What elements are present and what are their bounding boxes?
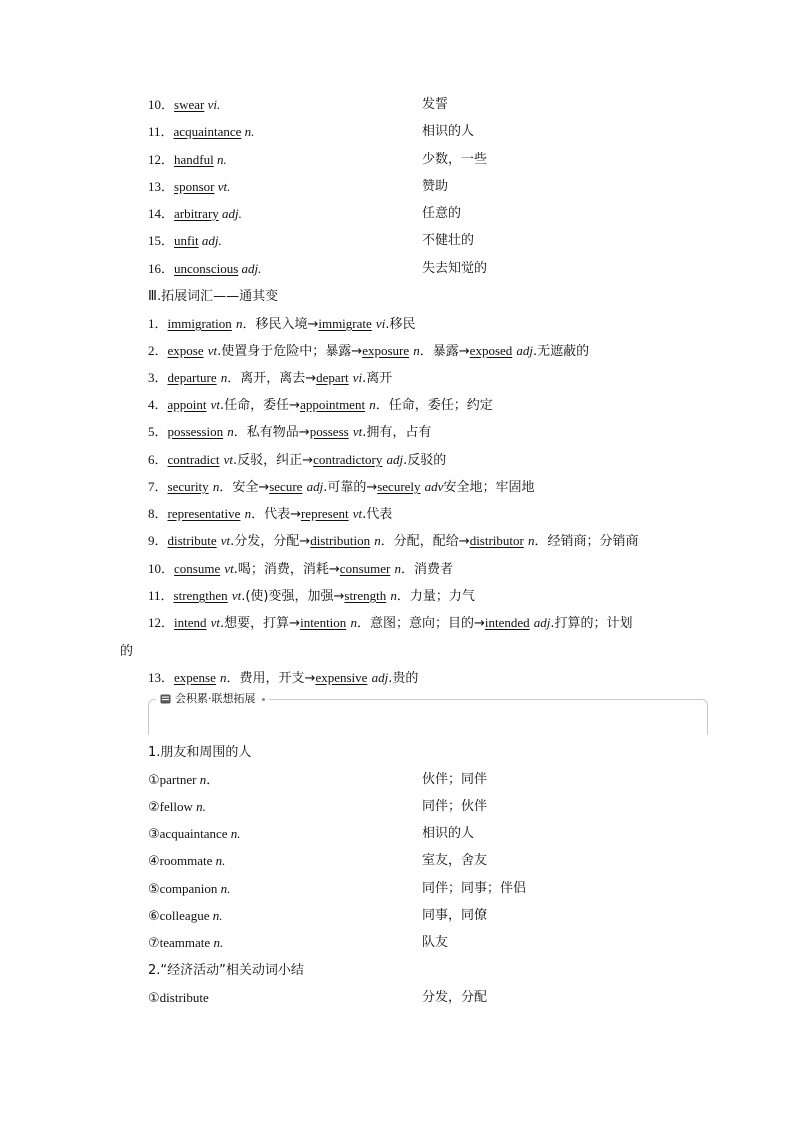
gloss: .分发，分配→ [230, 534, 311, 549]
part-of-speech: vt [210, 615, 221, 630]
part-of-speech: n [212, 479, 220, 494]
vocab-number: 10． [148, 97, 175, 112]
part-of-speech: adj [306, 479, 324, 494]
headword: security [167, 479, 209, 494]
item-marker: ③ [148, 827, 160, 842]
vocab-pos: adj. [201, 233, 222, 248]
group-item [148, 826, 241, 843]
item-pos: n. [230, 826, 241, 841]
vocab-meaning: 不健壮的 [422, 233, 475, 248]
gloss: ．消费者 [400, 562, 453, 577]
row-number: 13． [148, 670, 175, 685]
part-of-speech: vt [207, 343, 218, 358]
extended-vocab-row [148, 588, 475, 605]
headword: possess [309, 424, 349, 439]
extended-vocab-row [148, 424, 431, 441]
headword: secure [269, 479, 303, 494]
extended-vocab-row [148, 316, 415, 333]
part-of-speech: vt [223, 452, 234, 467]
vocab-word: arbitrary [174, 206, 219, 221]
part-of-speech: adj [386, 452, 404, 467]
part-of-speech: adj [533, 615, 551, 630]
extended-vocab-row [148, 533, 639, 550]
item-word: partner [159, 772, 197, 787]
item-pos: n. [212, 908, 223, 923]
gloss: .拥有，占有 [362, 425, 432, 440]
gloss: .喝；消费，消耗→ [233, 562, 340, 577]
headword: contradict [167, 452, 220, 467]
part-of-speech: n [220, 370, 228, 385]
item-meaning: 队友 [422, 935, 449, 950]
part-of-speech: n [220, 670, 227, 685]
extended-vocab-row [148, 615, 633, 632]
part-of-speech: adj [371, 670, 389, 685]
vocab-number: 15． [148, 233, 175, 248]
extended-vocab-row [148, 670, 418, 687]
accumulate-box-title: 会积累·联想拓展 [175, 692, 256, 705]
headword: immigration [167, 316, 232, 331]
item-pos: n. [196, 799, 206, 814]
vocab-word: swear [174, 97, 205, 112]
item-marker: ① [148, 773, 160, 788]
item-pos: n. [215, 853, 226, 868]
row-number: 11． [148, 588, 174, 603]
gloss: .反驳的 [403, 453, 447, 468]
gloss: ．费用，开支→ [226, 671, 316, 686]
item-word: teammate [159, 935, 211, 950]
gloss: 的 [120, 644, 134, 659]
group-item [148, 935, 223, 952]
gloss: 安全地；牢固地 [443, 480, 535, 495]
headword: representative [167, 506, 241, 521]
row-number: 8． [148, 506, 168, 521]
row-number: 4． [148, 397, 168, 412]
item-meaning: 伙伴；同伴 [422, 772, 488, 787]
gloss: .可靠的→ [323, 480, 378, 495]
row-number: 7． [148, 479, 168, 494]
vocab-word: acquaintance [173, 124, 242, 139]
headword: expense [174, 670, 216, 685]
extended-vocab-row [148, 370, 392, 387]
item-word: roommate [159, 853, 213, 868]
group-item [148, 853, 225, 870]
item-meaning: 同伴；同事；伴侣 [422, 881, 527, 896]
headword: expose [167, 343, 204, 358]
headword: distribution [310, 533, 371, 548]
accumulate-box-label [156, 692, 269, 706]
item-marker: ② [148, 800, 160, 815]
headword: consumer [339, 561, 391, 576]
part-of-speech: adv [424, 479, 444, 494]
gloss: .代表 [362, 507, 393, 522]
vocab-row [148, 179, 230, 195]
headword: possession [167, 424, 224, 439]
gloss: ．任命，委任；约定 [375, 398, 493, 413]
part-of-speech: n [369, 397, 376, 412]
vocab-pos: n. [244, 124, 255, 139]
gloss: .反驳，纠正→ [233, 453, 314, 468]
item-pos: n. [213, 935, 224, 950]
vocab-row [148, 124, 254, 140]
part-of-speech: vt [352, 424, 363, 439]
group-item [148, 799, 206, 816]
item-marker: ④ [148, 854, 160, 869]
vocab-pos: n. [216, 152, 227, 167]
part-of-speech: n [528, 533, 535, 548]
item-word: acquaintance [159, 826, 228, 841]
item-word: colleague [159, 908, 210, 923]
item-meaning: 同伴；伙伴 [422, 799, 488, 814]
headword: exposure [362, 343, 410, 358]
item-tail: ． [206, 772, 220, 787]
extended-vocab-row [148, 397, 493, 414]
item-meaning: 同事，同僚 [422, 908, 488, 923]
extended-vocab-row [148, 506, 392, 523]
vocab-row [148, 97, 220, 113]
row-number: 2． [148, 343, 168, 358]
group-item [148, 990, 209, 1007]
section-heading: Ⅲ.拓展词汇——通其变 [148, 289, 279, 304]
vocab-word: unconscious [174, 261, 239, 276]
group-item [148, 772, 219, 789]
row-number: 9． [148, 533, 168, 548]
vocab-row [148, 206, 242, 222]
vocab-number: 13． [148, 179, 175, 194]
gloss: .无遮蔽的 [533, 344, 590, 359]
vocab-row [148, 233, 222, 249]
vocab-word: unfit [174, 233, 199, 248]
part-of-speech: n [235, 316, 243, 331]
headword: immigrate [318, 316, 372, 331]
headword: represent [300, 506, 349, 521]
gloss: ．安全→ [219, 480, 270, 495]
row-number: 10． [148, 561, 175, 576]
decor-dot [262, 698, 265, 701]
headword: intention [300, 615, 347, 630]
item-meaning: 相识的人 [422, 826, 475, 841]
vocab-meaning: 赞助 [422, 179, 449, 194]
vocab-meaning: 发誓 [422, 97, 449, 112]
part-of-speech: n [390, 588, 397, 603]
group-item [148, 908, 222, 925]
gloss: .想要，打算→ [220, 616, 301, 631]
headword: contradictory [313, 452, 383, 467]
gloss: .使置身于危险中；暴露→ [217, 344, 363, 359]
row-number: 1． [148, 316, 168, 331]
headword: distribute [167, 533, 217, 548]
vocab-pos: vi. [207, 97, 221, 112]
item-word: distribute [159, 990, 209, 1005]
vocab-number: 16． [148, 261, 175, 276]
gloss: ．力量；力气 [396, 589, 475, 604]
headword: strengthen [173, 588, 228, 603]
headword: securely [377, 479, 421, 494]
part-of-speech: adj [516, 343, 534, 358]
vocab-meaning: 失去知觉的 [422, 261, 488, 276]
part-of-speech: vt [224, 561, 234, 576]
vocab-number: 11． [148, 124, 174, 139]
headword: appointment [300, 397, 366, 412]
part-of-speech: n [227, 424, 234, 439]
part-of-speech: n [394, 561, 401, 576]
gloss: ．分配，配给→ [380, 534, 470, 549]
item-meaning: 室友，舍友 [422, 853, 488, 868]
item-pos: n. [220, 881, 231, 896]
part-of-speech: n [244, 506, 252, 521]
gloss: .(使)变强，加强→ [241, 589, 345, 604]
item-pos: n [199, 772, 207, 787]
headword: strength [344, 588, 387, 603]
vocab-row [148, 152, 227, 168]
part-of-speech: n [413, 343, 420, 358]
vocab-pos: vt. [217, 179, 231, 194]
vocab-number: 12． [148, 152, 175, 167]
row-number: 3． [148, 370, 168, 385]
group-heading: 2.“经济活动”相关动词小结 [148, 963, 304, 978]
gloss: ．意图；意向；目的→ [356, 616, 485, 631]
headword: intend [174, 615, 207, 630]
vocab-word: sponsor [174, 179, 215, 194]
gloss: ．私有物品→ [233, 425, 310, 440]
extended-vocab-row [148, 452, 446, 469]
item-word: companion [159, 881, 218, 896]
gloss: .贵的 [388, 671, 419, 686]
extended-vocab-row [148, 561, 453, 578]
extended-vocab-row [148, 479, 534, 496]
vocab-pos: adj. [241, 261, 262, 276]
vocab-meaning: 任意的 [422, 206, 462, 221]
vocab-number: 14． [148, 206, 175, 221]
item-marker: ⑥ [148, 909, 160, 924]
extended-vocab-row [120, 643, 133, 660]
gloss: ．离开，离去→ [227, 371, 317, 386]
part-of-speech: vt [231, 588, 242, 603]
gloss: ．代表→ [251, 507, 301, 522]
vocab-meaning: 少数，一些 [422, 152, 488, 167]
headword: intended [484, 615, 530, 630]
headword: appoint [167, 397, 207, 412]
extended-vocab-row [148, 343, 589, 360]
item-marker: ⑤ [148, 882, 160, 897]
item-word: fellow [159, 799, 193, 814]
part-of-speech: n [374, 533, 381, 548]
headword: exposed [469, 343, 513, 358]
part-of-speech: vt [210, 397, 221, 412]
headword: depart [316, 370, 349, 385]
group-heading: 1.朋友和周围的人 [148, 745, 252, 760]
headword: departure [167, 370, 217, 385]
item-meaning: 分发，分配 [422, 990, 488, 1005]
gloss: .打算的；计划 [550, 616, 633, 631]
gloss: ．移民入境→ [242, 317, 319, 332]
gloss: ．暴露→ [419, 344, 470, 359]
item-marker: ⑦ [148, 936, 160, 951]
gloss: .离开 [362, 371, 393, 386]
gloss: ．经销商；分销商 [534, 534, 639, 549]
vocab-pos: adj. [222, 206, 242, 221]
vocab-word: handful [174, 152, 214, 167]
row-number: 6． [148, 452, 168, 467]
part-of-speech: vi [352, 370, 363, 385]
gloss: .任命，委任→ [220, 398, 301, 413]
vocab-row [148, 261, 261, 277]
item-marker: ① [148, 991, 160, 1006]
row-number: 5． [148, 424, 168, 439]
headword: distributor [469, 533, 524, 548]
part-of-speech: vi [375, 316, 386, 331]
part-of-speech: vt [220, 533, 231, 548]
gloss: .移民 [385, 317, 416, 332]
group-item [148, 881, 230, 898]
vocab-meaning: 相识的人 [422, 124, 475, 139]
part-of-speech: vt [352, 506, 363, 521]
row-number: 12． [148, 615, 175, 630]
headword: consume [174, 561, 221, 576]
book-icon [160, 694, 171, 704]
headword: expensive [315, 670, 368, 685]
part-of-speech: n [350, 615, 357, 630]
